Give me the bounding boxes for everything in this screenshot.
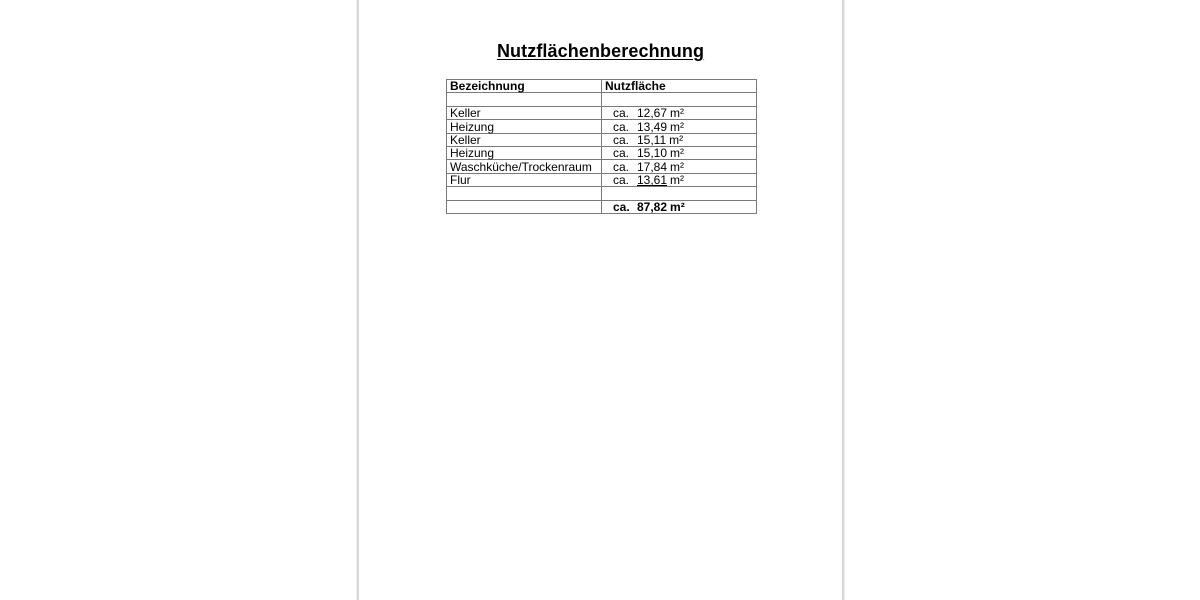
area-value: 17,84 [637, 159, 668, 174]
area-value: 13,61 [637, 173, 668, 188]
header-name: Bezeichnung [447, 80, 602, 93]
room-area [602, 106, 757, 119]
room-area [602, 173, 757, 186]
room-area [602, 146, 757, 159]
area-unit: m² [670, 146, 685, 161]
header-area: Nutzfläche [602, 80, 757, 93]
table-header-row [447, 80, 757, 93]
table-row [447, 106, 757, 119]
table-spacer-row [447, 93, 757, 106]
area-table [446, 79, 757, 214]
table-spacer-row [447, 187, 757, 200]
room-name: Waschküche/Trockenraum [447, 160, 602, 173]
approx-prefix: ca. [613, 132, 630, 147]
room-name: Heizung [447, 146, 602, 159]
area-unit: m² [670, 119, 685, 134]
approx-prefix: ca. [613, 106, 630, 121]
table-row [447, 120, 757, 133]
area-value: 15,10 [637, 146, 668, 161]
area-value: 12,67 [637, 106, 668, 121]
area-unit: m² [670, 159, 685, 174]
room-name: Keller [447, 133, 602, 146]
table-row [447, 146, 757, 159]
area-unit: m² [670, 173, 685, 188]
approx-prefix: ca. [613, 199, 630, 214]
document-page [357, 0, 844, 600]
table-row [447, 173, 757, 186]
area-value: 13,49 [637, 119, 668, 134]
table-row [447, 160, 757, 173]
approx-prefix: ca. [613, 173, 630, 188]
table-row [447, 133, 757, 146]
room-area [602, 160, 757, 173]
area-value: 15,11 [637, 132, 667, 147]
table-total-row [447, 200, 757, 213]
room-name: Heizung [447, 120, 602, 133]
total-unit: m² [670, 199, 685, 214]
document-title: Nutzflächenberechnung [496, 41, 705, 61]
room-name: Keller [447, 106, 602, 119]
room-area [602, 133, 757, 146]
table-cell [602, 187, 757, 200]
area-unit: m² [669, 132, 684, 147]
total-value: 87,82 [637, 199, 668, 214]
room-name: Flur [447, 173, 602, 186]
table-cell [602, 93, 757, 106]
room-area [602, 120, 757, 133]
total-area [602, 200, 757, 213]
area-unit: m² [670, 106, 685, 121]
approx-prefix: ca. [613, 146, 630, 161]
table-cell [447, 187, 602, 200]
approx-prefix: ca. [613, 119, 630, 134]
table-cell [447, 93, 602, 106]
table-cell [447, 200, 602, 213]
approx-prefix: ca. [613, 159, 630, 174]
